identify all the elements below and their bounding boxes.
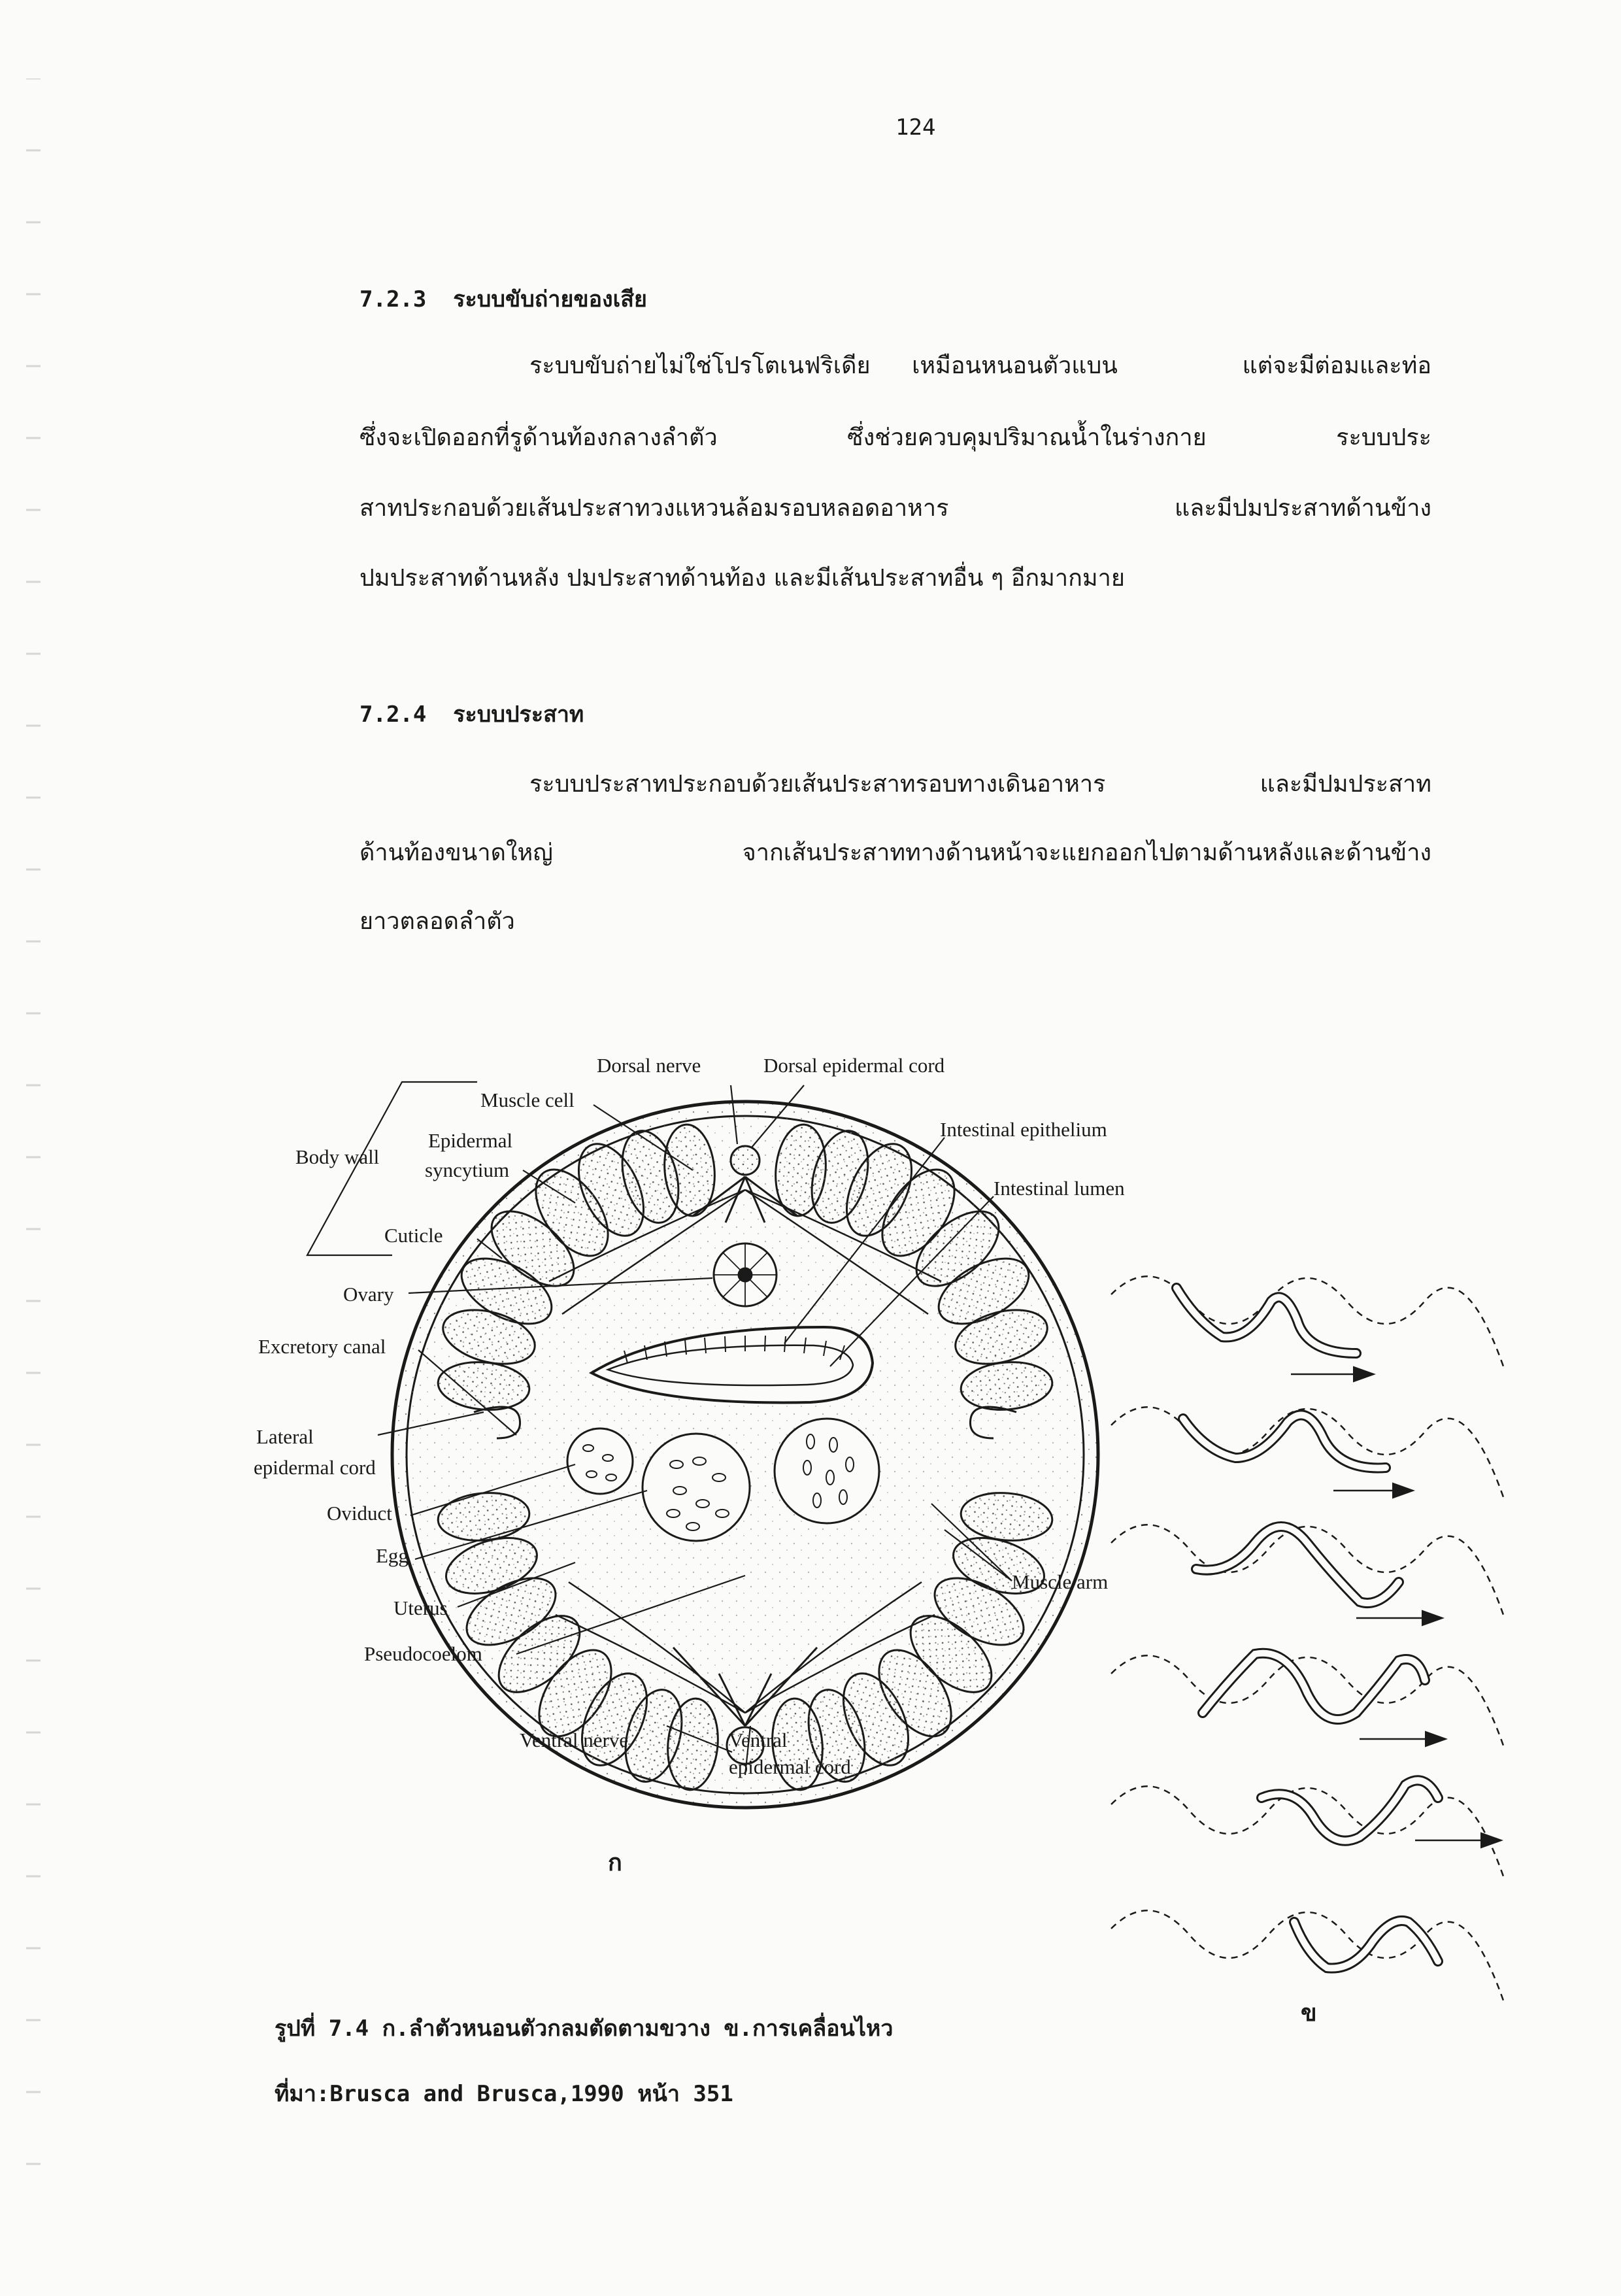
worm-wave-5 xyxy=(1111,1780,1503,1876)
label-egg: Egg xyxy=(376,1544,409,1567)
worm-wave-1 xyxy=(1111,1276,1503,1374)
label-ovary: Ovary xyxy=(343,1283,394,1306)
label-lateral-epidermal-cord: epidermal cord xyxy=(254,1456,376,1479)
label-cuticle: Cuticle xyxy=(384,1224,443,1247)
label-ventral-epidermal-cord: epidermal cord xyxy=(729,1755,851,1778)
paragraph-line: ระบบขับถ่ายไม่ใช่โปรโตเนฟริเดีย เหมือนหนอนตัวแบน แต่จะมีต่อมและท่อ xyxy=(529,352,1431,379)
figure-caption: รูปที่ 7.4 ก.ลำตัวหนอนตัวกลมตัดตามขวาง ข.การเคลื่อนไหว xyxy=(275,2016,894,2042)
panel-b-label: ข xyxy=(1301,1999,1317,2027)
panel-a-label: ก xyxy=(608,1849,622,1876)
ovary xyxy=(714,1243,777,1306)
page-number: 124 xyxy=(895,114,936,141)
paragraph-line: ระบบประสาทประกอบด้วยเส้นประสาทรอบทางเดินอาหาร และมีปมประสาท xyxy=(529,771,1431,798)
worm-wave-2 xyxy=(1111,1407,1503,1497)
paragraph-line: ยาวตลอดลำตัว xyxy=(359,908,515,935)
paragraph-line: สาทประกอบด้วยเส้นประสาทวงแหวนล้อมรอบหลอดอาหาร และมีปมประสาทด้านข้าง xyxy=(359,495,1431,522)
label-pseudocoelom: Pseudocoelom xyxy=(364,1642,482,1665)
worm-wave-6 xyxy=(1111,1910,1503,2001)
label-intestinal-epithelium: Intestinal epithelium xyxy=(940,1118,1107,1141)
label-ventral-nerve: Ventral nerve xyxy=(520,1729,629,1751)
label-dorsal-nerve: Dorsal nerve xyxy=(597,1054,701,1077)
label-body-wall: Body wall xyxy=(295,1145,380,1168)
section-heading-7-2-3: 7.2.3 ระบบขับถ่ายของเสีย xyxy=(359,286,647,312)
figure-source: ที่มา:Brusca and Brusca,1990 หน้า 351 xyxy=(275,2081,733,2107)
label-uterus: Uterus xyxy=(393,1596,448,1619)
label-muscle-arm: Muscle arm xyxy=(1012,1570,1109,1593)
label-dorsal-epidermal-cord: Dorsal epidermal cord xyxy=(763,1054,945,1077)
label-epidermal-syncytium: Epidermal xyxy=(428,1129,513,1152)
worm-wave-4 xyxy=(1111,1653,1503,1746)
section-heading-7-2-4: 7.2.4 ระบบประสาท xyxy=(359,701,584,728)
paragraph-line: ซึ่งจะเปิดออกที่รูด้านท้องกลางลำตัว ซึ่งช่วยควบคุมปริมาณน้ำในร่างกาย ระบบประ xyxy=(359,424,1431,451)
label-muscle-cell: Muscle cell xyxy=(480,1089,575,1111)
label-intestinal-lumen: Intestinal lumen xyxy=(994,1177,1125,1200)
label-oviduct: Oviduct xyxy=(327,1502,392,1525)
paragraph-line: ปมประสาทด้านหลัง ปมประสาทด้านท้อง และมีเส้นประสาทอื่น ๆ อีกมากมาย xyxy=(359,565,1125,592)
worm-wave-3 xyxy=(1111,1525,1503,1618)
label-lateral-epidermal-cord: Lateral xyxy=(256,1425,314,1448)
locomotion-figure xyxy=(1098,1262,1516,2033)
paragraph-line: ด้านท้องขนาดใหญ่ จากเส้นประสาททางด้านหน้าจะแยกออกไปตามด้านหลังและด้านข้าง xyxy=(359,839,1431,866)
label-ventral-epidermal-cord: Ventral xyxy=(729,1729,788,1751)
body-cuticle xyxy=(392,1102,1098,1808)
label-epidermal-syncytium: syncytium xyxy=(425,1158,510,1181)
label-excretory-canal: Excretory canal xyxy=(258,1335,386,1358)
